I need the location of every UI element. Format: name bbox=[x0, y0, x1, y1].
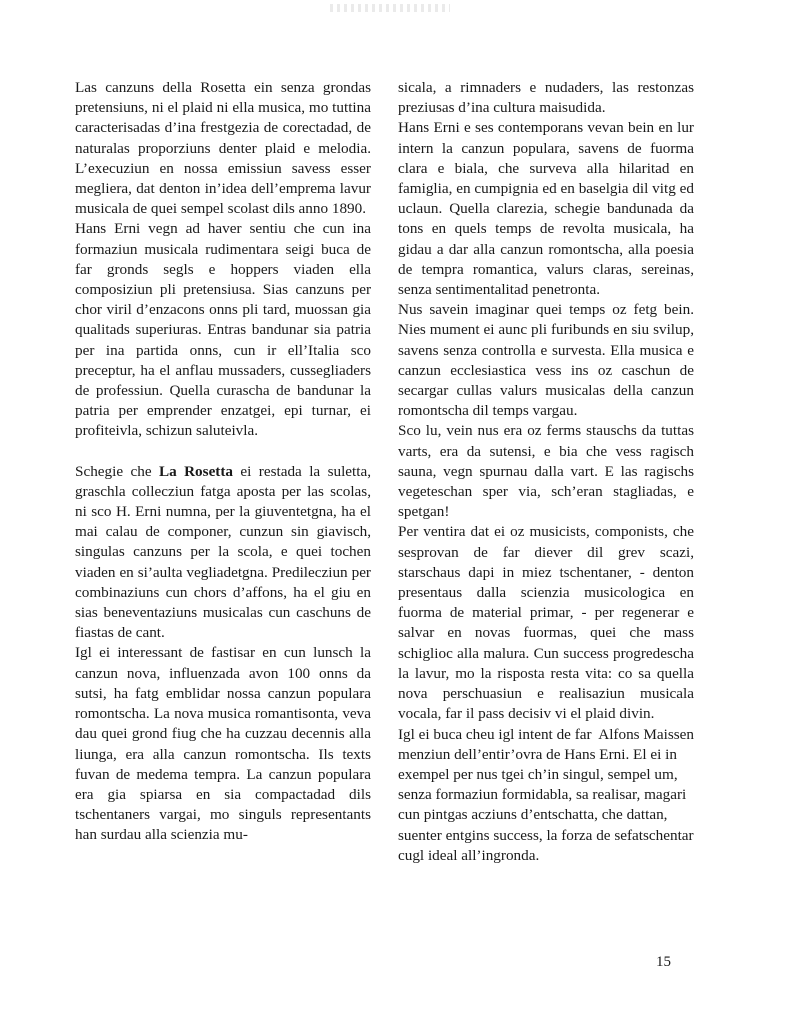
signature: Alfons Maissen bbox=[598, 725, 694, 743]
paragraph: Sco lu, vein nus era oz ferms stauschs da tuttas varts, era da sutensi, e bia che vess ragisch sauna, vegn spurnau dalla vart. E las ragischs vegeteschan sper via, sch’eran stagliadas, e spetgan! bbox=[398, 422, 694, 521]
paragraph: Las canzuns della Rosetta ein senza grondas pretensiuns, ni el plaid ni ella musica, mo tuttina caracterisadas d’ina frestgezia de corectadad, de naturalas proporziuns denter plaid e melodia. L’execuziun en nossa emissiun savess esser megliera, dat denton in’idea dell’emprema lavur musicala de quei sempel scolast dils anno 1890. bbox=[75, 79, 371, 218]
paragraph: Per ventira dat ei oz musicists, componists, che sesprovan de far diever dil grev scazi, starschaus dapi in miez tschentaner, - denton presentaus dalla scienzia musicologica en fuorma de material primar, - per regenerar e salvar en novas fuormas, quei che mass schiglioc alla malura. Cun success progredescha la lavur, mo la risposta resta vita: co sa quella nova perschuasiun e realisaziun musicala vocala, far il pass decisiv vi el plaid divin. bbox=[398, 523, 694, 723]
text-run: Igl ei buca cheu igl intent de far menziun dell’entir’ovra de Hans Erni. El ei in exempel per nus tgei ch’in singul, sempel um, senza formaziun formidabla, sa realisar, magari cun pintgas acziuns d’entschatta, che dattan, suenter entgins success, la forza de sefatschentar cugl ideal all’ingronda. bbox=[398, 725, 694, 864]
page-number: 15 bbox=[656, 954, 671, 970]
paragraph bbox=[75, 462, 371, 644]
paragraph: Nus savein imaginar quei temps oz fetg bein. Nies mument ei aunc pli furibunds en siu svilup, savens senza controlla e survesta. Ella musica e canzun ecclesiastica vess ins oz caschun de secargar cullas valurs musicalas della canzun romontscha dil temps vargau. bbox=[398, 301, 694, 420]
book-title: La Rosetta bbox=[158, 462, 234, 480]
paragraph bbox=[398, 725, 694, 866]
paragraph: sicala, a rimnaders e nudaders, las restonzas preziusas d’ina cultura maisudida. bbox=[398, 79, 694, 117]
paragraph: Hans Erni e ses contemporans vevan bein en lur intern la canzun populara, savens de fuorma clara e biala, che surveva alla hilaritad en famiglia, en cumpignia ed en baselgia dil vitg ed uclaun. Quella clarezia, schegie bandunada da tons en quels temps de revolta musicala, ha gidau a dar alla canzun romontscha, alla poesia de tempra romantica, valurs claras, sereinas, senza sentimentalitad penetronta. bbox=[398, 119, 694, 299]
text-run: ei restada la suletta, graschla collecziun fatga aposta per las scolas, ni sco H. Erni numna, per la giuventetgna, ha el mai calau de componer, cunzun sin giavisch, singulas canzuns per la scola, e quei tochen viaden en si’aulta vegliadetgna. Predilecziun per combinaziuns cun chors d’affons, ha el giu en sias beneventaziuns musicalas cun caschuns de fiastas de cant. bbox=[75, 462, 372, 642]
right-column bbox=[398, 78, 694, 866]
text-run: Schegie che bbox=[75, 462, 159, 480]
paragraph: Igl ei interessant de fastisar en cun lunsch la canzun nova, influenzada avon 100 onns da sutsi, ha fatg emblidar nossa canzun populara romontscha. La nova musica romantisonta, veva dau quei grond fiug che ha cuzzau decennis alla liunga, era alla canzun romontscha. Ils texts fuvan de medema tempra. La canzun populara era gia spiarsa en sia compactadad dils tschentaners vargai, mo singuls representants han surdau alla scienzia mu- bbox=[75, 644, 371, 844]
paragraph: Hans Erni vegn ad haver sentiu che cun ina formaziun musicala rudimentara seigi buca de far gronds segls e hoppers viaden ella composiziun pli pretensiusa. Sias canzuns per chor viril d’enzacons onns pli tard, muossan gia qualitads superiuras. Entras bandunar sia patria per ina partida onns, cun ir ell’Italia sco preceptur, ha el anflau mussaders, cussegliaders de professiun. Quella curascha de bandunar la patria per emprender enzatgei, epi turnar, ei profiteivla, schizun saluteivla. bbox=[75, 220, 371, 440]
scan-artifact bbox=[330, 4, 450, 12]
left-column bbox=[75, 78, 371, 846]
